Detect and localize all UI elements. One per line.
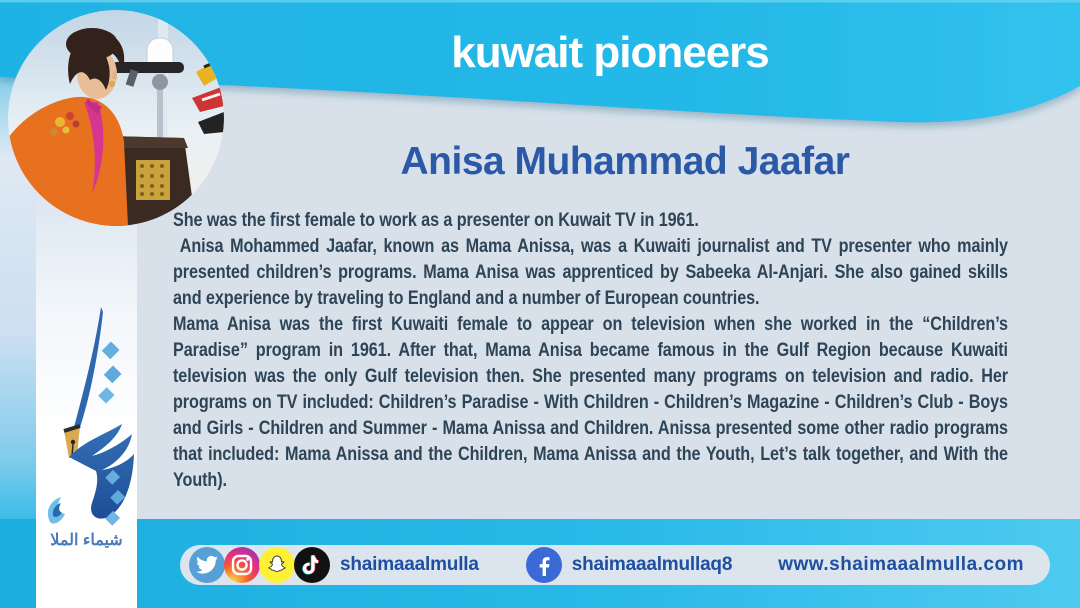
logo-calligraphy	[69, 424, 134, 519]
instagram-icon	[223, 546, 261, 584]
snapchat-icon	[258, 546, 296, 584]
facebook-icon	[525, 546, 563, 584]
article-body	[173, 208, 1013, 494]
profile-photo-art	[8, 10, 224, 226]
logo-diamond	[104, 366, 122, 384]
article-paragraph-2: Anisa Mohammed Jaafar, known as Mama Anissa, was a Kuwaiti journalist and TV presenter who mainly presented children’s programs. Mama Anisa was apprenticed by Sabeeka Al-Anjari. She also gained skills and experience by traveling to England and a number of European countries.	[173, 236, 1013, 309]
facebook-handle-group	[525, 546, 733, 584]
footer-pill	[180, 545, 1050, 585]
twitter-icon	[188, 546, 226, 584]
brand-logo	[36, 285, 137, 530]
logo-diamond	[98, 387, 114, 403]
tiktok-icon	[293, 546, 331, 584]
logo-stroke	[73, 307, 103, 438]
social-handle: shaimaaalmulla	[340, 554, 479, 575]
social-handle-group	[188, 546, 479, 584]
page-title: kuwait pioneers	[451, 28, 769, 77]
person-name: Anisa Muhammad Jaafar	[400, 140, 850, 183]
earring	[109, 81, 115, 87]
header-top-highlight	[0, 0, 1080, 3]
logo-diamond	[102, 342, 120, 360]
article-paragraph-3: Mama Anisa was the first Kuwaiti female to appear on television when she worked in the “Children’s Paradise” program in 1961. After that, Mama Anisa became famous in the Gulf Region because Kuwaiti television was the only Gulf television then. She presented many programs on television and radio. Her programs on TV included: Children’s Paradise - With Children - Children’s Magazine - Children’s Club - Boys and Girls - Children and Summer - Mama Anissa and Children. Anissa presented some other radio programs that included: Mama Anissa and the Children, Mama Anissa and the Youth, Let’s talk together, and With the Youth).	[173, 314, 1013, 491]
logo-nib-slit	[71, 440, 75, 444]
profile-photo	[8, 10, 224, 226]
brand-name-arabic: شيماء الملا	[50, 532, 123, 549]
footer-band	[0, 519, 1080, 608]
facebook-handle: shaimaaalmullaq8	[571, 554, 733, 575]
article-paragraph-1: She was the first female to work as a presenter on Kuwait TV in 1961.	[173, 210, 699, 231]
website-url: www.shaimaaalmulla.com	[778, 554, 1024, 575]
